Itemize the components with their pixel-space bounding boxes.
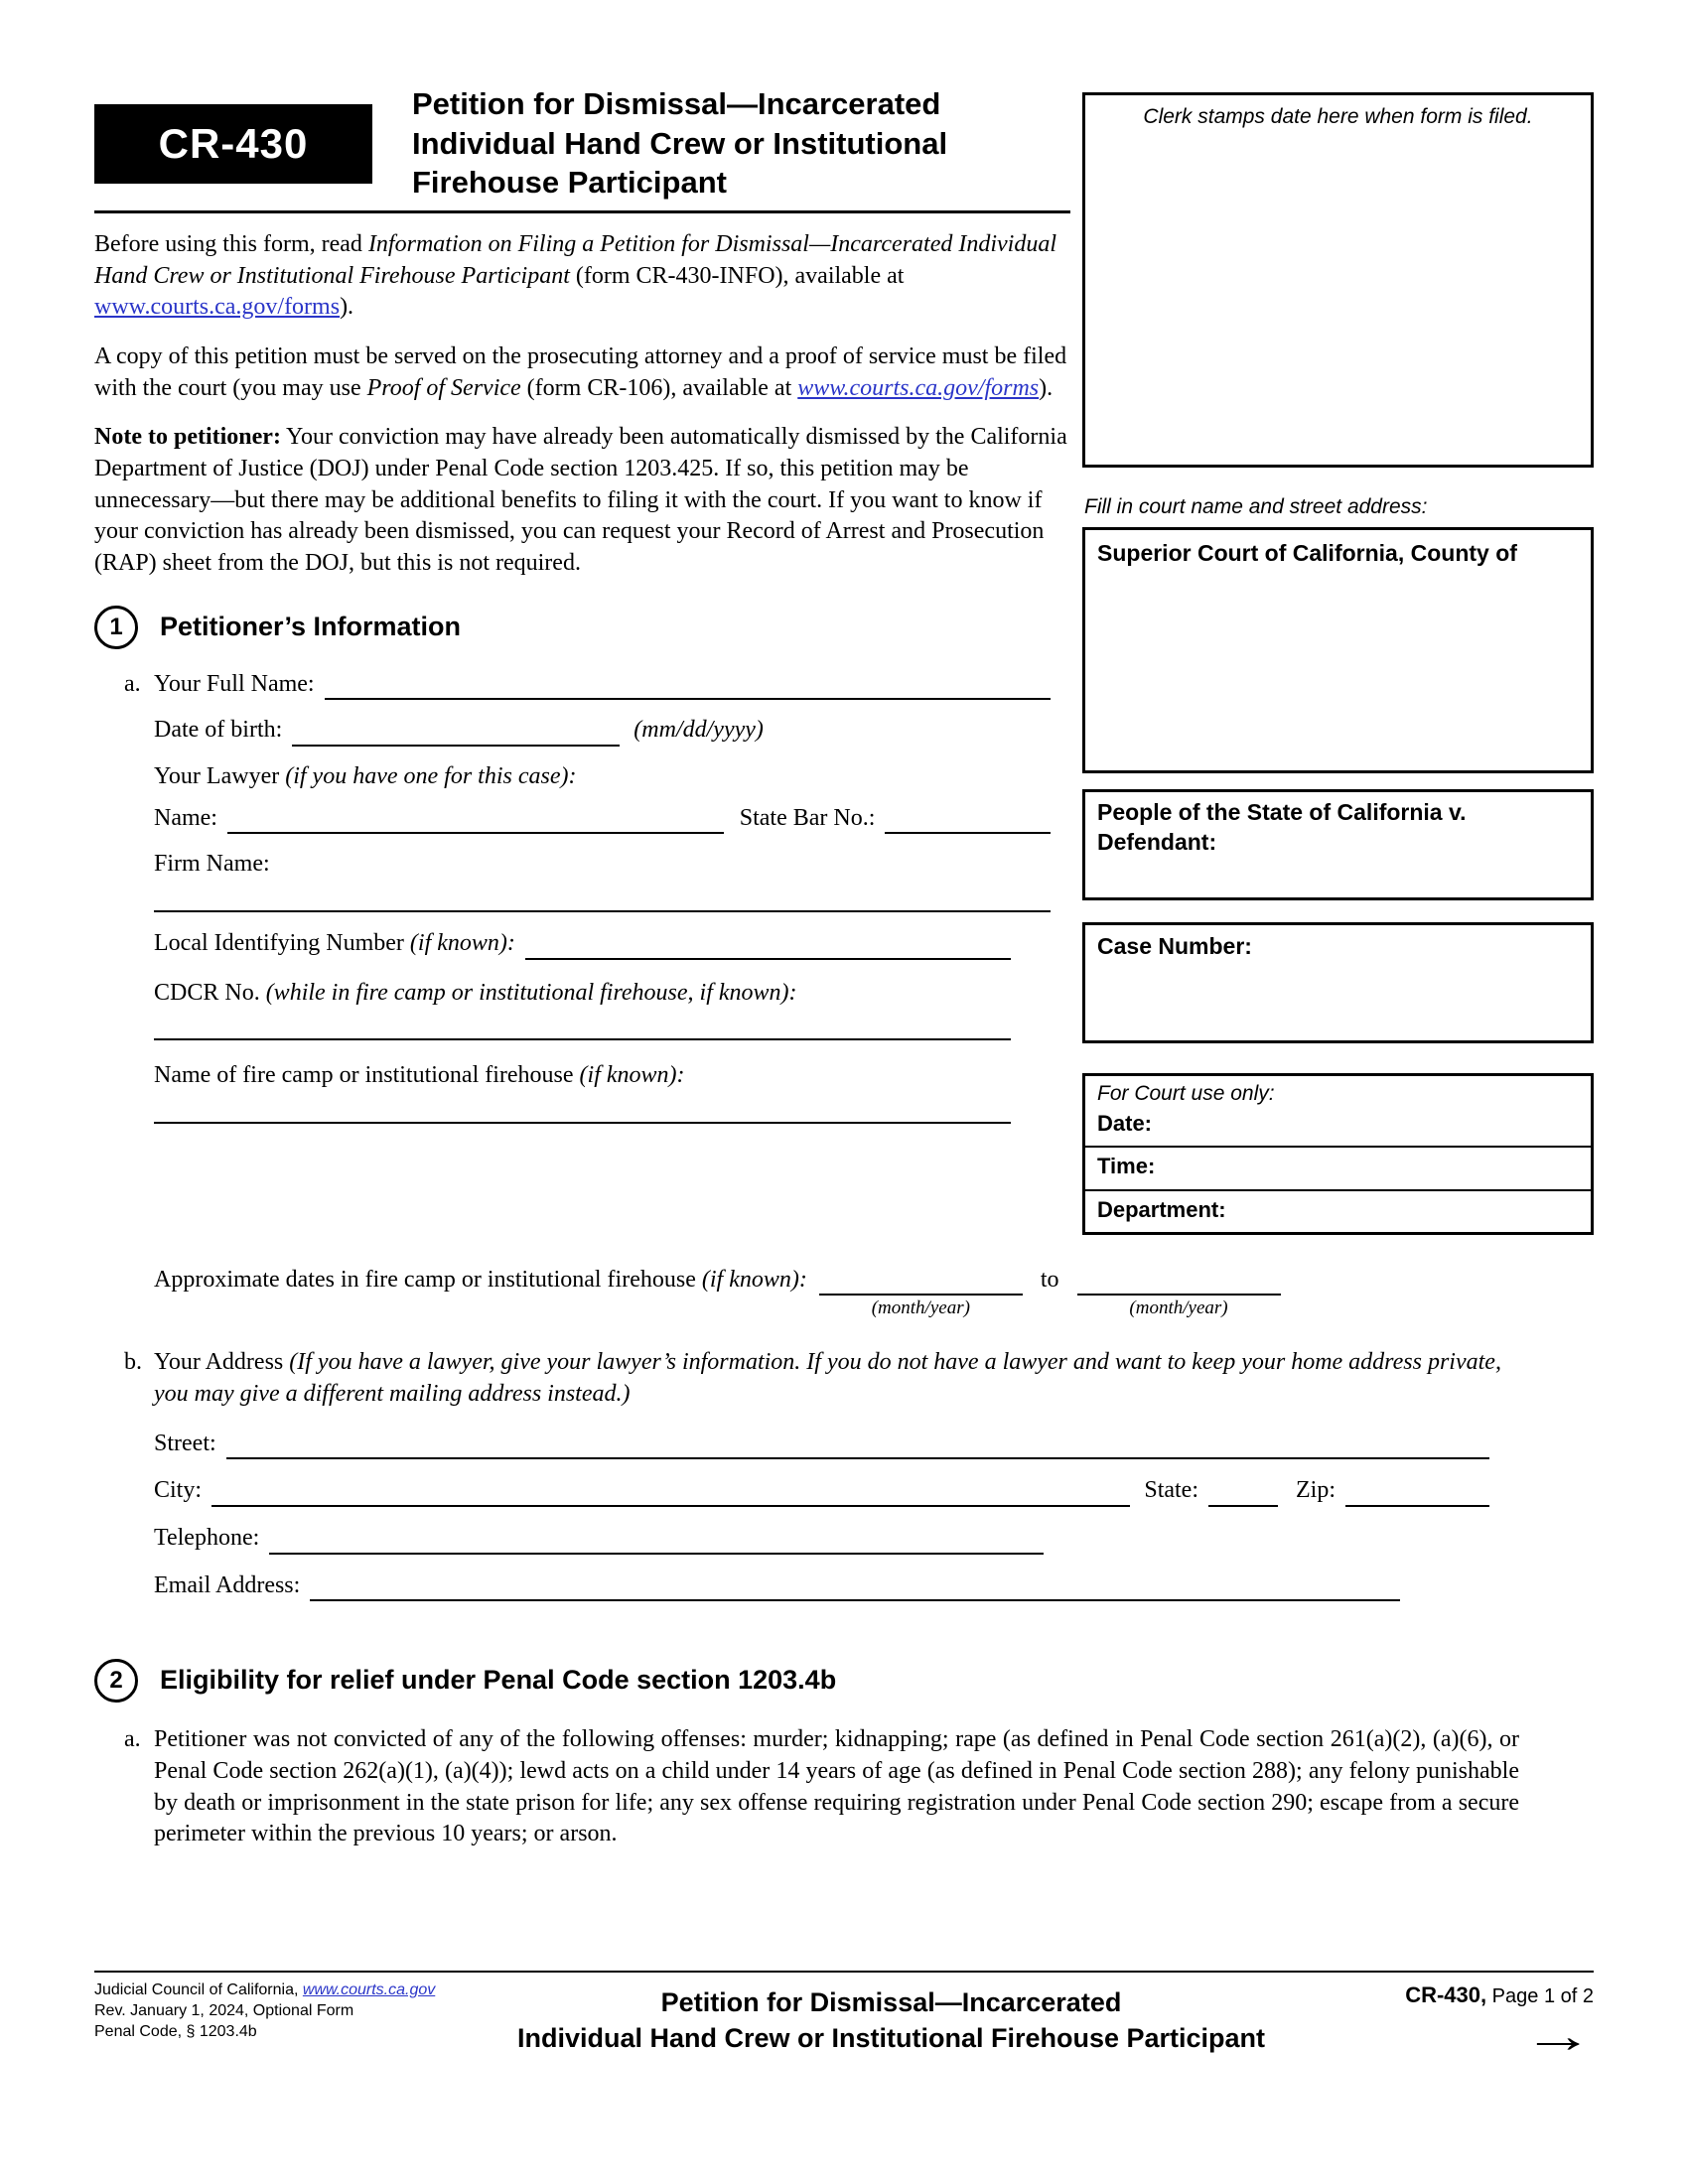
intro-paragraph-1: [94, 229, 1070, 324]
top-section: [94, 84, 1594, 1235]
lawyer-name-input-line[interactable]: [227, 804, 724, 834]
footer-title-line1: Petition for Dismissal—Incarcerated: [660, 1987, 1122, 2017]
state-input-line[interactable]: [1208, 1477, 1278, 1507]
section2-number: 2: [94, 1659, 138, 1703]
case-number-box[interactable]: [1082, 922, 1594, 1043]
dob-row: [154, 715, 1070, 747]
header-divider: [94, 210, 1070, 213]
full-name-label: Your Full Name:: [154, 670, 315, 697]
note-label: Note to petitioner:: [94, 424, 281, 451]
email-input-line[interactable]: [310, 1571, 1400, 1601]
street-label: Street:: [154, 1430, 216, 1456]
city-state-zip-row: [154, 1475, 1489, 1507]
month-year-hint-from: (month/year): [871, 1297, 970, 1319]
right-column: [1082, 84, 1594, 1235]
eligibility-text: Petitioner was not convicted of any of the following offenses: murder; kidnapping; rape (as defined in Penal Code section 261(a)(2), (a)(6), or Penal Code section 262(a)(1), (a)(4)); lewd acts on a child under 14 years of age (as defined in Penal Code section 288); any felony punishable by death or imprisonment in the state prison for life; any sex offense requiring registration under Penal Code section 290; escape from a secure perimeter within the previous 10 years; or arson.: [154, 1726, 1519, 1847]
dob-input-line[interactable]: [292, 717, 620, 747]
people-line: People of the State of California v.: [1097, 798, 1467, 825]
address-label: Your Address: [154, 1349, 290, 1376]
fire-camp-input-line[interactable]: [154, 1092, 1011, 1124]
state-bar-input-line[interactable]: [885, 804, 1051, 834]
street-row: [154, 1429, 1489, 1460]
court-use-time[interactable]: Time:: [1085, 1146, 1591, 1188]
court-name-label: Superior Court of California, County of: [1097, 539, 1517, 566]
note-text: Your conviction may have already been automatically dismissed by the California Department of Justice (DOJ) under Penal Code section 1203.425. If so, this petition may be unnecessary—but there may be additional benefits to filing it with the court. If you want to know if your conviction has already been dismissed, you can request your Record of Arrest and Prosecution (RAP) sheet from the DOJ, but this is not required.: [94, 424, 1067, 577]
local-id-label: Local Identifying Number: [154, 930, 410, 957]
courts-forms-link[interactable]: www.courts.ca.gov/forms: [94, 294, 341, 321]
zip-label: Zip:: [1296, 1477, 1336, 1504]
intro1-text2: (form CR-430-INFO), available at: [569, 262, 905, 289]
city-label: City:: [154, 1477, 203, 1504]
lawyer-row: [154, 761, 1070, 793]
state-bar-label: State Bar No.:: [739, 804, 876, 831]
fire-camp-hint: (if known):: [579, 1062, 685, 1089]
city-input-line[interactable]: [211, 1477, 1130, 1507]
item-a-marker: a.: [124, 670, 141, 697]
camp-dates-label: Approximate dates in fire camp or institutional firehouse: [154, 1266, 702, 1293]
date-from-input-line[interactable]: [819, 1266, 1023, 1319]
court-use-box: [1082, 1073, 1594, 1235]
to-word: to: [1040, 1266, 1059, 1293]
street-input-line[interactable]: [226, 1430, 1489, 1459]
intro2-text: A copy of this petition must be served on the prosecuting attorney and a proof of service must be filed with the court (you may use: [94, 343, 1067, 401]
local-id-hint: (if known):: [409, 930, 515, 957]
intro-paragraph-2: [94, 341, 1070, 404]
telephone-input-line[interactable]: [269, 1525, 1044, 1555]
footer-page-number: Page 1 of 2: [1486, 1985, 1594, 2007]
cdcr-input-line[interactable]: [154, 1009, 1011, 1040]
footer-title-line2: Individual Hand Crew or Institutional Firehouse Participant: [516, 2023, 1266, 2054]
cdcr-row: [154, 978, 1070, 1010]
lawyer-name-label: Name:: [154, 804, 217, 831]
email-label: Email Address:: [154, 1571, 301, 1598]
footer-code: Penal Code, § 1203.4b: [94, 2022, 257, 2040]
telephone-label: Telephone:: [154, 1524, 260, 1551]
case-caption-box[interactable]: [1082, 789, 1594, 900]
firm-name-label: Firm Name:: [154, 851, 270, 878]
form-title-line2: Individual Hand Crew or Institutional: [412, 125, 948, 161]
item-b-marker: b.: [124, 1349, 142, 1376]
dob-label: Date of birth:: [154, 717, 283, 744]
address-intro: [154, 1347, 1519, 1410]
month-year-hint-to: (month/year): [1129, 1297, 1228, 1319]
full-name-row: [124, 669, 1070, 701]
page-footer: [94, 1971, 1594, 2064]
form-title-line3: Firehouse Participant: [412, 165, 727, 201]
local-id-input-line[interactable]: [525, 930, 1011, 960]
form-title: [412, 84, 947, 203]
item-2a-marker: a.: [124, 1726, 141, 1753]
fill-court-label: Fill in court name and street address:: [1084, 495, 1428, 518]
form-header: [94, 84, 1070, 203]
fire-camp-row: [154, 1060, 1070, 1092]
note-to-petitioner: [94, 422, 1070, 579]
full-name-input-line[interactable]: [325, 670, 1051, 700]
intro1-text3: ).: [340, 294, 354, 321]
firm-name-input-line[interactable]: [154, 881, 1051, 912]
firm-name-row: [154, 849, 1070, 881]
email-row: [154, 1570, 1400, 1602]
local-id-row: [154, 928, 1070, 960]
footer-courts-link[interactable]: www.courts.ca.gov: [302, 1981, 436, 1998]
date-to-input-line[interactable]: [1077, 1266, 1281, 1319]
section1-title: Petitioner’s Information: [160, 611, 462, 641]
clerk-stamp-box: [1082, 92, 1594, 468]
lawyer-label: Your Lawyer: [154, 763, 286, 790]
clerk-stamp-label: Clerk stamps date here when form is filed.: [1143, 105, 1533, 128]
court-use-label: For Court use only:: [1097, 1081, 1275, 1105]
defendant-label: Defendant:: [1097, 828, 1217, 855]
state-label: State:: [1144, 1477, 1198, 1504]
footer-right: [1345, 1980, 1594, 2064]
left-column: [94, 84, 1070, 1235]
section2-heading: [94, 1659, 1594, 1703]
dob-format-hint: (mm/dd/yyyy): [633, 717, 764, 744]
footer-divider: [94, 1971, 1594, 1973]
court-use-department[interactable]: Department:: [1085, 1189, 1591, 1232]
address-intro-row: [124, 1347, 1594, 1410]
footer-form-title: [437, 1980, 1345, 2057]
footer-left: [94, 1980, 437, 2042]
address-hint: (If you have a lawyer, give your lawyer’s information. If you do not have a lawyer and want to keep your home address private, you may give a different mailing address instead.): [154, 1349, 1501, 1407]
intro1-form-name: Information on Filing a Petition for Dismissal—Incarcerated Individual Hand Crew or Institutional Firehouse Participant: [94, 231, 1056, 289]
cdcr-label: CDCR No.: [154, 979, 266, 1006]
form-title-line1: Petition for Dismissal—Incarcerated: [412, 86, 941, 121]
camp-dates-hint: (if known):: [701, 1266, 807, 1293]
section2-item-a: [124, 1724, 1594, 1850]
case-number-label: Case Number:: [1097, 932, 1252, 959]
zip-input-line[interactable]: [1345, 1477, 1489, 1507]
court-name-box[interactable]: [1082, 527, 1594, 773]
judicial-council-text: Judicial Council of California,: [94, 1981, 303, 1998]
footer-revision: Rev. January 1, 2024, Optional Form: [94, 2001, 354, 2019]
intro1-text: Before using this form, read: [94, 231, 368, 258]
fire-camp-label: Name of fire camp or institutional firehouse: [154, 1062, 580, 1089]
camp-dates-row: [154, 1265, 1594, 1319]
form-number-badge: CR-430: [94, 104, 372, 184]
lawyer-name-row: [154, 803, 1070, 835]
court-use-date[interactable]: Date:: [1097, 1111, 1153, 1137]
telephone-row: [154, 1523, 1594, 1555]
intro2-text3: ).: [1039, 374, 1054, 401]
footer-form-number: CR-430,: [1405, 1982, 1487, 2007]
courts-forms-link-2[interactable]: www.courts.ca.gov/forms: [797, 374, 1040, 401]
intro2-form-name: Proof of Service: [366, 374, 521, 401]
section2-title: Eligibility for relief under Penal Code section 1203.4b: [160, 1665, 837, 1696]
section1-number: 1: [94, 606, 138, 649]
section1-heading: [94, 606, 1070, 649]
lawyer-hint: (if you have one for this case):: [285, 763, 577, 790]
intro2-text2: (form CR-106), available at: [520, 374, 798, 401]
next-page-arrow-icon: →: [1522, 2010, 1594, 2064]
cdcr-hint: (while in fire camp or institutional firehouse, if known):: [265, 979, 797, 1006]
